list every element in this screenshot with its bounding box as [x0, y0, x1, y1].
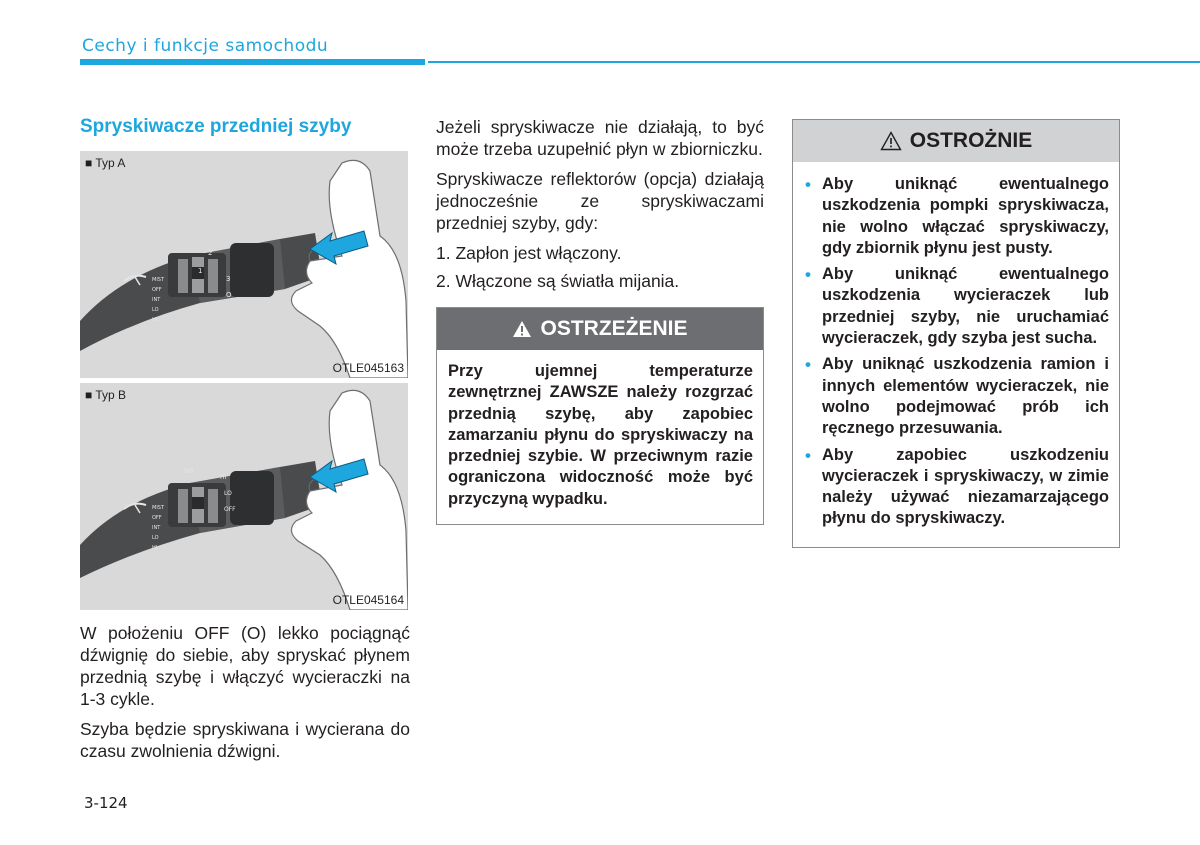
wiper-lever-illustration-b	[80, 383, 408, 610]
middle-column	[436, 116, 764, 525]
figure-caption: ■ Typ A	[85, 156, 126, 170]
caution-box	[792, 119, 1120, 548]
ring-mark: OFF	[224, 506, 236, 513]
caution-header	[793, 120, 1119, 162]
figure-type-b	[80, 383, 408, 610]
dial-label: INT	[152, 525, 161, 531]
caution-title: OSTROŻNIE	[909, 129, 1033, 152]
dial-label: MIST	[152, 505, 165, 511]
paragraph: W położeniu OFF (O) lekko pociągnąć dźwignię do siebie, aby spryskać płynem przednią szybę i włączyć wycieraczki na 1-3 cykle.	[80, 623, 410, 709]
page-number: 3-124	[84, 794, 128, 812]
header-rule	[428, 61, 1200, 63]
right-column	[792, 119, 1120, 548]
paragraph: Spryskiwacze reflektorów (opcja) działają jednocześnie ze spryskiwaczami przedniej szyby, gdy:	[436, 169, 764, 233]
caution-item: • Aby uniknąć ewentualnego uszkodzenia pompki spryskiwacza, nie wolno włączać spryskiwaczy, gdy zbiornik płynu jest pusty.	[805, 175, 1109, 257]
figure-type-a	[80, 151, 408, 378]
warning-title: OSTRZEŻENIE	[540, 317, 688, 340]
ring-mark: 3	[226, 275, 231, 283]
warning-triangle-icon	[512, 320, 532, 338]
bullet: •	[805, 265, 811, 285]
caution-item: • Aby uniknąć uszkodzenia ramion i innych elementów wycieraczek, nie wolno podejmować prób ich ręcznego przesuwania.	[805, 355, 1109, 438]
paragraph: Jeżeli spryskiwacze nie działają, to być może trzeba uzupełnić płyn w zbiorniczku.	[436, 117, 764, 159]
warning-header	[437, 308, 763, 350]
left-column	[80, 116, 410, 770]
dial-label: LO	[152, 307, 159, 313]
dial-label: HI	[152, 317, 158, 323]
list-item: 1. Zapłon jest włączony.	[436, 243, 622, 263]
ring-mark: INT	[184, 468, 194, 475]
header-title: Cechy i funkcje samochodu	[82, 36, 329, 56]
warning-box	[436, 307, 764, 525]
dial-label: OFF	[152, 287, 162, 293]
dial-label: MIST	[152, 277, 165, 283]
bullet: •	[805, 175, 811, 194]
dial-label: LO	[152, 535, 159, 541]
header-bar	[80, 59, 425, 65]
caution-item: • Aby uniknąć ewentualnego uszkodzenia wycieraczek lub przedniej szyby, nie uruchamiać wycieraczek, gdy szyba jest sucha.	[805, 265, 1109, 348]
section-title: Spryskiwacze przedniej szyby	[80, 116, 352, 137]
figure-code: OTLE045163	[332, 361, 404, 375]
caution-list	[793, 174, 1119, 530]
ring-mark: LO	[224, 490, 232, 497]
ring-mark: 1	[198, 267, 203, 275]
figure-code: OTLE045164	[332, 593, 404, 607]
list-item: 2. Włączone są światła mijania.	[436, 271, 680, 291]
ring-mark: HI	[220, 474, 227, 481]
figure-caption: ■ Typ B	[85, 388, 127, 402]
caution-triangle-icon	[880, 131, 902, 151]
warning-text: Przy ujemnej temperaturze zewnętrznej ZAWSZE należy rozgrzać przednią szybę, aby zapobiec zamarzaniu płynu do spryskiwaczy na przedniej szybie. W przeciwnym razie ograniczona widoczność może być przyczyną wypadku.	[448, 362, 753, 508]
dial-label: OFF	[152, 515, 162, 521]
ring-mark: 2	[208, 249, 213, 257]
dial-label: INT	[152, 297, 161, 303]
caution-item: • Aby zapobiec uszkodzeniu wycieraczek i spryskiwaczy, w zimie należy używać niezamarzającego płynu do spryskiwaczy.	[805, 445, 1109, 528]
dial-label: HI	[152, 545, 158, 551]
wiper-lever-illustration-a	[80, 151, 408, 378]
ring-mark: O	[226, 291, 232, 299]
bullet: •	[805, 355, 811, 375]
bullet: •	[805, 445, 811, 465]
paragraph: Szyba będzie spryskiwana i wycierana do czasu zwolnienia dźwigni.	[80, 719, 410, 761]
